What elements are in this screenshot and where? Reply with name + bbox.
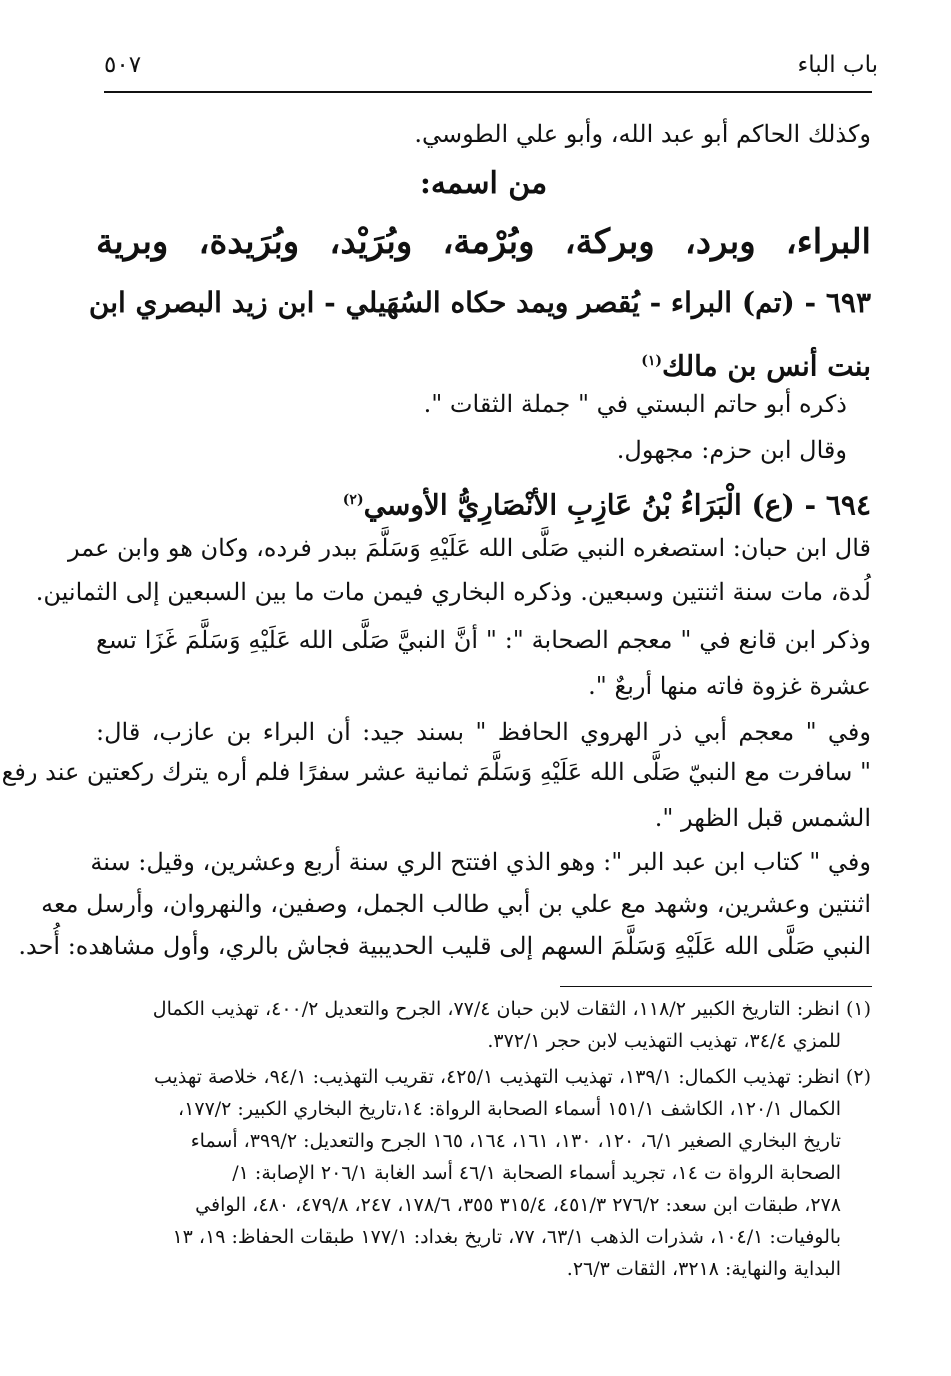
- footnote-line: بالوفيات: ١٠٤/١، شذرات الذهب ٦٣/١، ٧٧، تاريخ بغداد: ١٧٧/١ طبقات الحفاظ: ١٩، ١٣: [172, 1226, 841, 1248]
- footnote-line: الكمال ١٢٠/١، الكاشف ١٥١/١ أسماء الصحابة الرواة: ١٤،تاريخ البخاري الكبير: ١٧٧/٢،: [178, 1098, 841, 1120]
- header-divider: [104, 91, 872, 93]
- entry-694-title: [96, 478, 871, 527]
- footnote-line: البداية والنهاية: ٣٢١٨، الثقات ٢٦/٣.: [566, 1258, 841, 1280]
- body-line: اثنتين وعشرين، وشهد مع علي بن أبي طالب الجمل، وصفين، والنهروان، وأرسل معه: [41, 890, 871, 918]
- heading-names-list: البراء، وبرد، وبركة، وبُرْمة، وبُرَيْد، وبُرَيدة، وبرية: [96, 222, 871, 262]
- body-line: " سافرت مع النبيّ صَلَّى الله عَلَيْهِ وَسَلَّمَ ثمانية عشر سفرًا فلم أره يترك ركعتين عند رفع: [1, 758, 871, 786]
- body-line: وذكر ابن قانع في " معجم الصحابة ": " أنَّ النبيَّ صَلَّى الله عَلَيْهِ وَسَلَّمَ غَزَا تسع: [96, 626, 871, 654]
- body-line: قال ابن حبان: استصغره النبي صَلَّى الله عَلَيْهِ وَسَلَّمَ ببدر فرده، وكان هو وابن عمر: [67, 534, 871, 562]
- footnote-line: (١) انظر: التاريخ الكبير ١١٨/٢، الثقات لابن حبان ٧٧/٤، الجرح والتعديل ٤٠٠/٢، تهذيب الكمال: [152, 998, 871, 1020]
- entry-693-title-cont: [96, 339, 871, 388]
- footnote-line: الصحابة الرواة ت ١٤، تجريد أسماء الصحابة ٤٦/١ أسد الغابة ٢٠٦/١ الإصابة: ١/: [232, 1162, 841, 1184]
- footnote-ref-2: (٢): [342, 492, 364, 508]
- body-line: عشرة غزوة فاته منها أربعٌ ".: [588, 672, 871, 700]
- heading-min-ismih: من اسمه:: [419, 166, 548, 201]
- footnote-divider: [560, 986, 872, 987]
- body-line: وكذلك الحاكم أبو عبد الله، وأبو علي الطوسي.: [414, 120, 871, 148]
- footnote-ref-1: (١): [641, 353, 662, 369]
- page-number: ٥٠٧: [104, 52, 142, 78]
- footnote-line: للمزي ٣٤/٤، تهذيب التهذيب لابن حجر ٣٧٢/١.: [487, 1030, 841, 1052]
- body-line: وفي " معجم أبي ذر الهروي الحافظ " بسند جيد: أن البراء بن عازب، قال:: [96, 718, 871, 746]
- footnote-line: ٢٧٨، طبقات ابن سعد: ٢٧٦/٢ ٤٥١/٣، ٣١٥/٤ ٣٥٥، ١٧٨/٦، ٢٤٧، ٤٧٩/٨، ٤٨٠، الوافي: [195, 1194, 841, 1216]
- body-line: ذكره أبو حاتم البستي في " جملة الثقات ".: [423, 390, 847, 418]
- footnote-line: تاريخ البخاري الصغير ٦/١، ١٢٠، ١٣٠، ١٦١، ١٦٤، ١٦٥ الجرح والتعديل: ٣٩٩/٢، أسماء: [190, 1130, 841, 1152]
- running-header: [98, 40, 878, 94]
- body-line: الشمس قبل الظهر ".: [654, 804, 871, 832]
- entry-693-title: ٦٩٣ - (تم) البراء - يُقصر ويمد حكاه السُهَيلي - ابن زيد البصري ابن: [88, 286, 871, 319]
- section-title: باب الباء: [797, 52, 878, 78]
- entry-693-name: بنت أنس بن مالك: [661, 349, 871, 383]
- body-line: وقال ابن حزم: مجهول.: [616, 436, 847, 464]
- body-line: وفي " كتاب ابن عبد البر ": وهو الذي افتتح الري سنة أربع وعشرين، وقيل: سنة: [90, 848, 871, 876]
- body-line: النبي صَلَّى الله عَلَيْهِ وَسَلَّمَ السهم إلى قليب الحديبية فجاش بالري، وأول مشاهده: أُحد.: [18, 932, 871, 960]
- entry-694-name: ٦٩٤ - (ع) الْبَرَاءُ بْنُ عَازِبِ الأنْصَارِيُّ الأوسي: [363, 488, 871, 522]
- footnote-line: (٢) انظر: تهذيب الكمال: ١٣٩/١، تهذيب التهذيب ٤٢٥/١، تقريب التهذيب: ٩٤/١، خلاصة تهذيب: [153, 1066, 871, 1088]
- body-line: لُدة، مات سنة اثنتين وسبعين. وذكره البخاري فيمن مات ما بين السبعين إلى الثمانين.: [35, 578, 871, 606]
